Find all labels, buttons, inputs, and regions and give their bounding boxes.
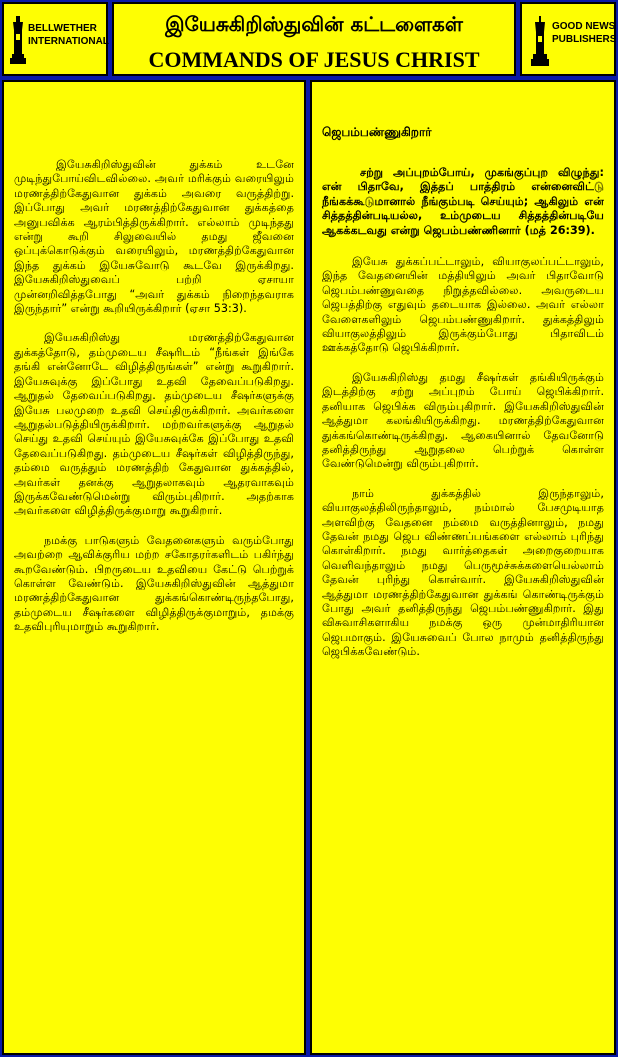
left-paragraph-1: இயேசுகிறிஸ்துவின் துக்கம் உடனே முடிந்துபோய்விடவில்லை. அவர் மரிக்கும் வரையிலும் மரணத்திற்கேதுவான துக்கம் அவரை வருத்திற்று. இப்போது அவர் மரணத்திற்கேதுவான துக்கத்தை அனுபவிக்க ஆரம்பித்திருக்கிறார். எல்லாம் முடிந்தது என்று கூறி சிலுவையில் தமது ஜீவனை ஒப்புக்கொடுக்கும் வரையிலும், மரணத்திற்கேதுவான இந்த துக்கம் இயேசுவோடு கூடவே இருக்கிறது. இயேசுகிறிஸ்துவைப் பற்றி ஏசாயா முன்னறிவித்தபோது “அவர் துக்கம் நிறைந்தவராக இருந்தார்” என்று கூறியிருக்கிறார் (ஏசா 53:3). bbox=[14, 158, 294, 316]
right-paragraph-3: நாம் துக்கத்தில் இருந்தாலும், வியாகுலத்திலிருந்தாலும், நம்மால் பேசமுடியாத அளவிற்கு வேதனை நம்மை வருத்தினாலும், நமது தேவன் நமது ஜெப விண்ணப்பங்களை எல்லாம் புரிந்து கொள்கிறார். நமது வார்த்தைகள் அறைகுறையாக வெளிவந்தாலும் நமது பெருமூச்சுக்களையெல்லாம் தேவன் புரிந்து கொள்வார். இயேசுகிறிஸ்துவின் ஆத்துமா மரணத்திற்கேதுவான துக்கங் கொண்டிருக்கும் போது அவர் தனித்திருந்து ஜெபம்பண்ணுகிறார். இது விசுவாசிகளாகிய நமக்கு ஒரு முன்மாதிரியான ஜெபமாகும். இயேசுவைப் போல நாமும் தனித்திருந்து ஜெபிக்கவேண்டும். bbox=[322, 486, 604, 659]
section-heading: ஜெபம்பண்ணுகிறார் bbox=[322, 125, 432, 139]
left-paragraph-3: நமக்கு பாடுகளும் வேதனைகளும் வரும்போது அவற்றை ஆவிக்குரிய மற்ற சகோதரர்களிடம் பகிர்ந்து கூறவேண்டும். பிறருடைய உதவியை கேட்டு பெற்றுக் கொள்ள வேண்டும். இயேசுகிறிஸ்துவின் ஆத்துமா மரணத்திற்கேதுவான துக்கங்கொண்டிருந்தபோது, தம்முடைய சீஷர்களை விழித்திருக்குமாறும், தமக்கு உதவிபுரியுமாறும் கூறுகிறார். bbox=[14, 533, 294, 634]
right-column bbox=[310, 80, 616, 1055]
tower-icon bbox=[530, 16, 550, 66]
right-logo-line2: PUBLISHERS bbox=[552, 34, 617, 45]
left-logo-line2: INTERNATIONAL bbox=[28, 36, 109, 47]
left-logo-line1: BELLWETHER bbox=[28, 23, 97, 34]
left-paragraph-2: இயேசுகிறிஸ்து மரணத்திற்கேதுவான துக்கத்தோடு, தம்முடைய சீஷரிடம் “நீங்கள் இங்கே தங்கி என்னோடே விழித்திருங்கள்” என்று கூறுகிறார். இயேசுவுக்கு இப்போது உதவி தேவைப்படுகிறது. ஆறுதல் தேவைப்படுகிறது. தம்முடைய சீஷர்களுக்கு இயேசு பலமுறை உதவி செய்திருக்கிறார். அவர்களை ஆறுதல்படுத்தியிருக்கிறார். மற்றவர்களுக்கு ஆறுதல் செய்து உதவி செய்யும் இயேசுவுக்கே இப்போது உதவி தேவைப்படுகிறது. தம்முடைய சீஷர்கள் விழித்திருந்து, தம்மை வருத்தும் மரணத்திற் கேதுவான துக்கத்தில், அவர்கள் தனக்கு ஆறுதலாகவும் ஆதரவாகவும் இருக்கவேண்டுமென்று விரும்புகிறார். அதற்காக அவர்களை விழித்திருக்குமாறு கூறுகிறார். bbox=[14, 331, 294, 518]
title-tamil: இயேசுகிறிஸ்துவின் கட்டளைகள் bbox=[165, 12, 463, 36]
right-logo-line1: GOOD NEWS bbox=[552, 21, 616, 32]
right-paragraph-1: இயேசு துக்கப்பட்டாலும், வியாகுலப்பட்டாலும், இந்த வேதனையின் மத்தியிலும் அவர் பிதாவோடு ஜெபம்பண்ணுவதை நிறுத்தவில்லை. அவருடைய ஜெபத்திற்கு எதுவும் தடையாக இல்லை. அவர் எல்லா வேளைகளிலும் ஜெபம்பண்ணுகிறார். துக்கத்திலும் வியாகுலத்திலும் இருக்கும்போது பிதாவிடம் ஊக்கத்தோடு ஜெபிக்கிறார். bbox=[322, 255, 604, 355]
title-english: COMMANDS OF JESUS CHRIST bbox=[148, 47, 480, 72]
right-paragraph-2: இயேசுகிறிஸ்து தமது சீஷர்கள் தங்கியிருக்கும் இடத்திற்கு சற்று அப்புறம் போய் ஜெபிக்கிறார். தனியாக ஜெபிக்க விரும்புகிறார். இயேசுகிறிஸ்துவின் ஆத்துமா கலங்கியிருக்கிறது. மரணத்திற்கேதுவான துக்கங்கொண்டிருக்கிறது. ஆகையினால் தேவனோடு தனித்திருந்து ஆறுதலை பெற்றுக் கொள்ள வேண்டுமென்று விரும்புகிறார். bbox=[322, 370, 604, 471]
scripture-quote: சற்று அப்புறம்போய், முகங்குப்புற விழுந்து: என் பிதாவே, இத்தப் பாத்திரம் என்னைவிட்டு நீங்கக்கூடுமானால் நீங்கும்படி செய்யும்; ஆகிலும் என் சித்தத்தின்படியல்ல, உம்முடைய சித்தத்தின்படியே ஆகக்கடவது என்று ஜெபம்பண்ணினார் (மத் 26:39). bbox=[322, 166, 604, 237]
left-column bbox=[2, 80, 306, 1055]
bellwether-logo bbox=[2, 2, 108, 76]
bell-tower-icon bbox=[10, 16, 26, 64]
page-title-box bbox=[112, 2, 516, 76]
good-news-logo bbox=[520, 2, 616, 76]
